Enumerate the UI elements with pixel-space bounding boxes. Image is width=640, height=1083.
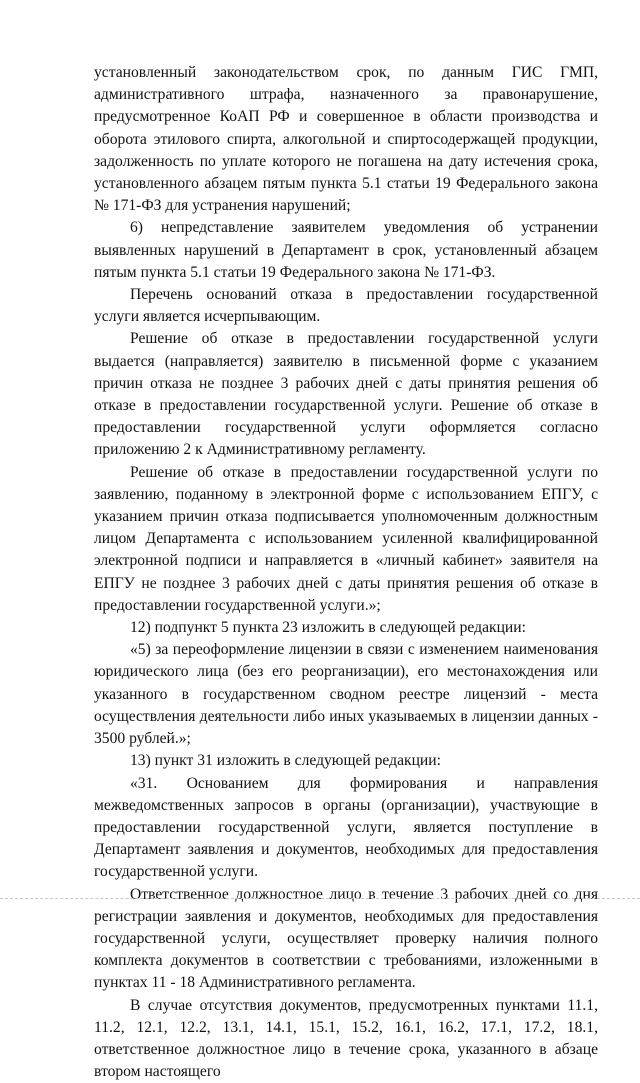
page-bottom-divider [0,898,640,899]
paragraph-amendment-12: 12) подпункт 5 пункта 23 изложить в следующей редакции: [130,619,526,637]
paragraph-fee-clause-5: «5) за переоформление лицензии в связи с изменением наименования юридического лица (без его реорганизации), его местонахождения или указанного в государственном сводном реестре лицензий - места осуществления деятельности либо иных указываемых в лицензии данных - 3500 рублей.»; [94,641,598,748]
paragraph-clause-31: «31. Основанием для формирования и направления межведомственных запросов в органы (организации), участвующие в предоставлении государственной услуги, является поступление в Департамент заявления и документов, необходимых для предоставления государственной услуги. [94,774,598,881]
paragraph-responsible-official: Ответственное должностное лицо в течение 3 рабочих дней со дня регистрации заявления и документов, необходимых для предоставления государственной услуги, осуществляет проверку наличия полного комплекта документов в соответствии с требованиями, изложенными в пунктах 11 - 18 Административного регламента. [94,885,598,992]
paragraph-refusal-electronic: Решение об отказе в предоставлении государственной услуги по заявлению, поданному в электронной форме с использованием ЕПГУ, с указанием причин отказа подписывается уполномоченным должностным лицом Департамента с использованием усиленной квалифицированной электронной подписи и направляется в «личный кабинет» заявителя на ЕПГУ не позднее 3 рабочих дней с даты принятия решения об отказе в предоставлении государственной услуги.»; [94,463,598,614]
paragraph-missing-documents: В случае отсутствия документов, предусмотренных пунктами 11.1, 11.2, 12.1, 12.2, 13.1, 14.1, 15.1, 15.2, 16.1, 16.2, 17.1, 17.2, 18.1, ответственное должностное лицо в течение срока, указанного в абзаце втором настоящего [94,996,598,1081]
document-page [94,62,598,1083]
paragraph-refusal-written: Решение об отказе в предоставлении государственной услуги выдается (направляется) заявителю в письменной форме с указанием причин отказа не позднее 3 рабочих дней с даты принятия решения об отказе в предоставлении государственной услуги. Решение об отказе в предоставлении государственной услуги оформляется согласно приложению 2 к Административному регламенту. [94,330,598,459]
paragraph-item-6: 6) непредставление заявителем уведомления об устранении выявленных нарушений в Департамент в срок, установленный абзацем пятым пункта 5.1 статьи 19 Федерального закона № 171-ФЗ. [94,219,598,281]
paragraph-grounds-exhaustive: Перечень оснований отказа в предоставлении государственной услуги является исчерпывающим. [94,286,598,326]
paragraph-fine-debt-clause: установленный законодательством срок, по данным ГИС ГМП, административного штрафа, назначенного за правонарушение, предусмотренное КоАП РФ и совершенное в области производства и оборота этилового спирта, алкогольной и спиртосодержащей продукции, задолженность по уплате которого не погашена на дату истечения срока, установленного абзацем пятым пункта 5.1 статьи 19 Федерального закона № 171-ФЗ для устранения нарушений; [94,64,598,215]
paragraph-amendment-13: 13) пункт 31 изложить в следующей редакции: [130,752,441,770]
